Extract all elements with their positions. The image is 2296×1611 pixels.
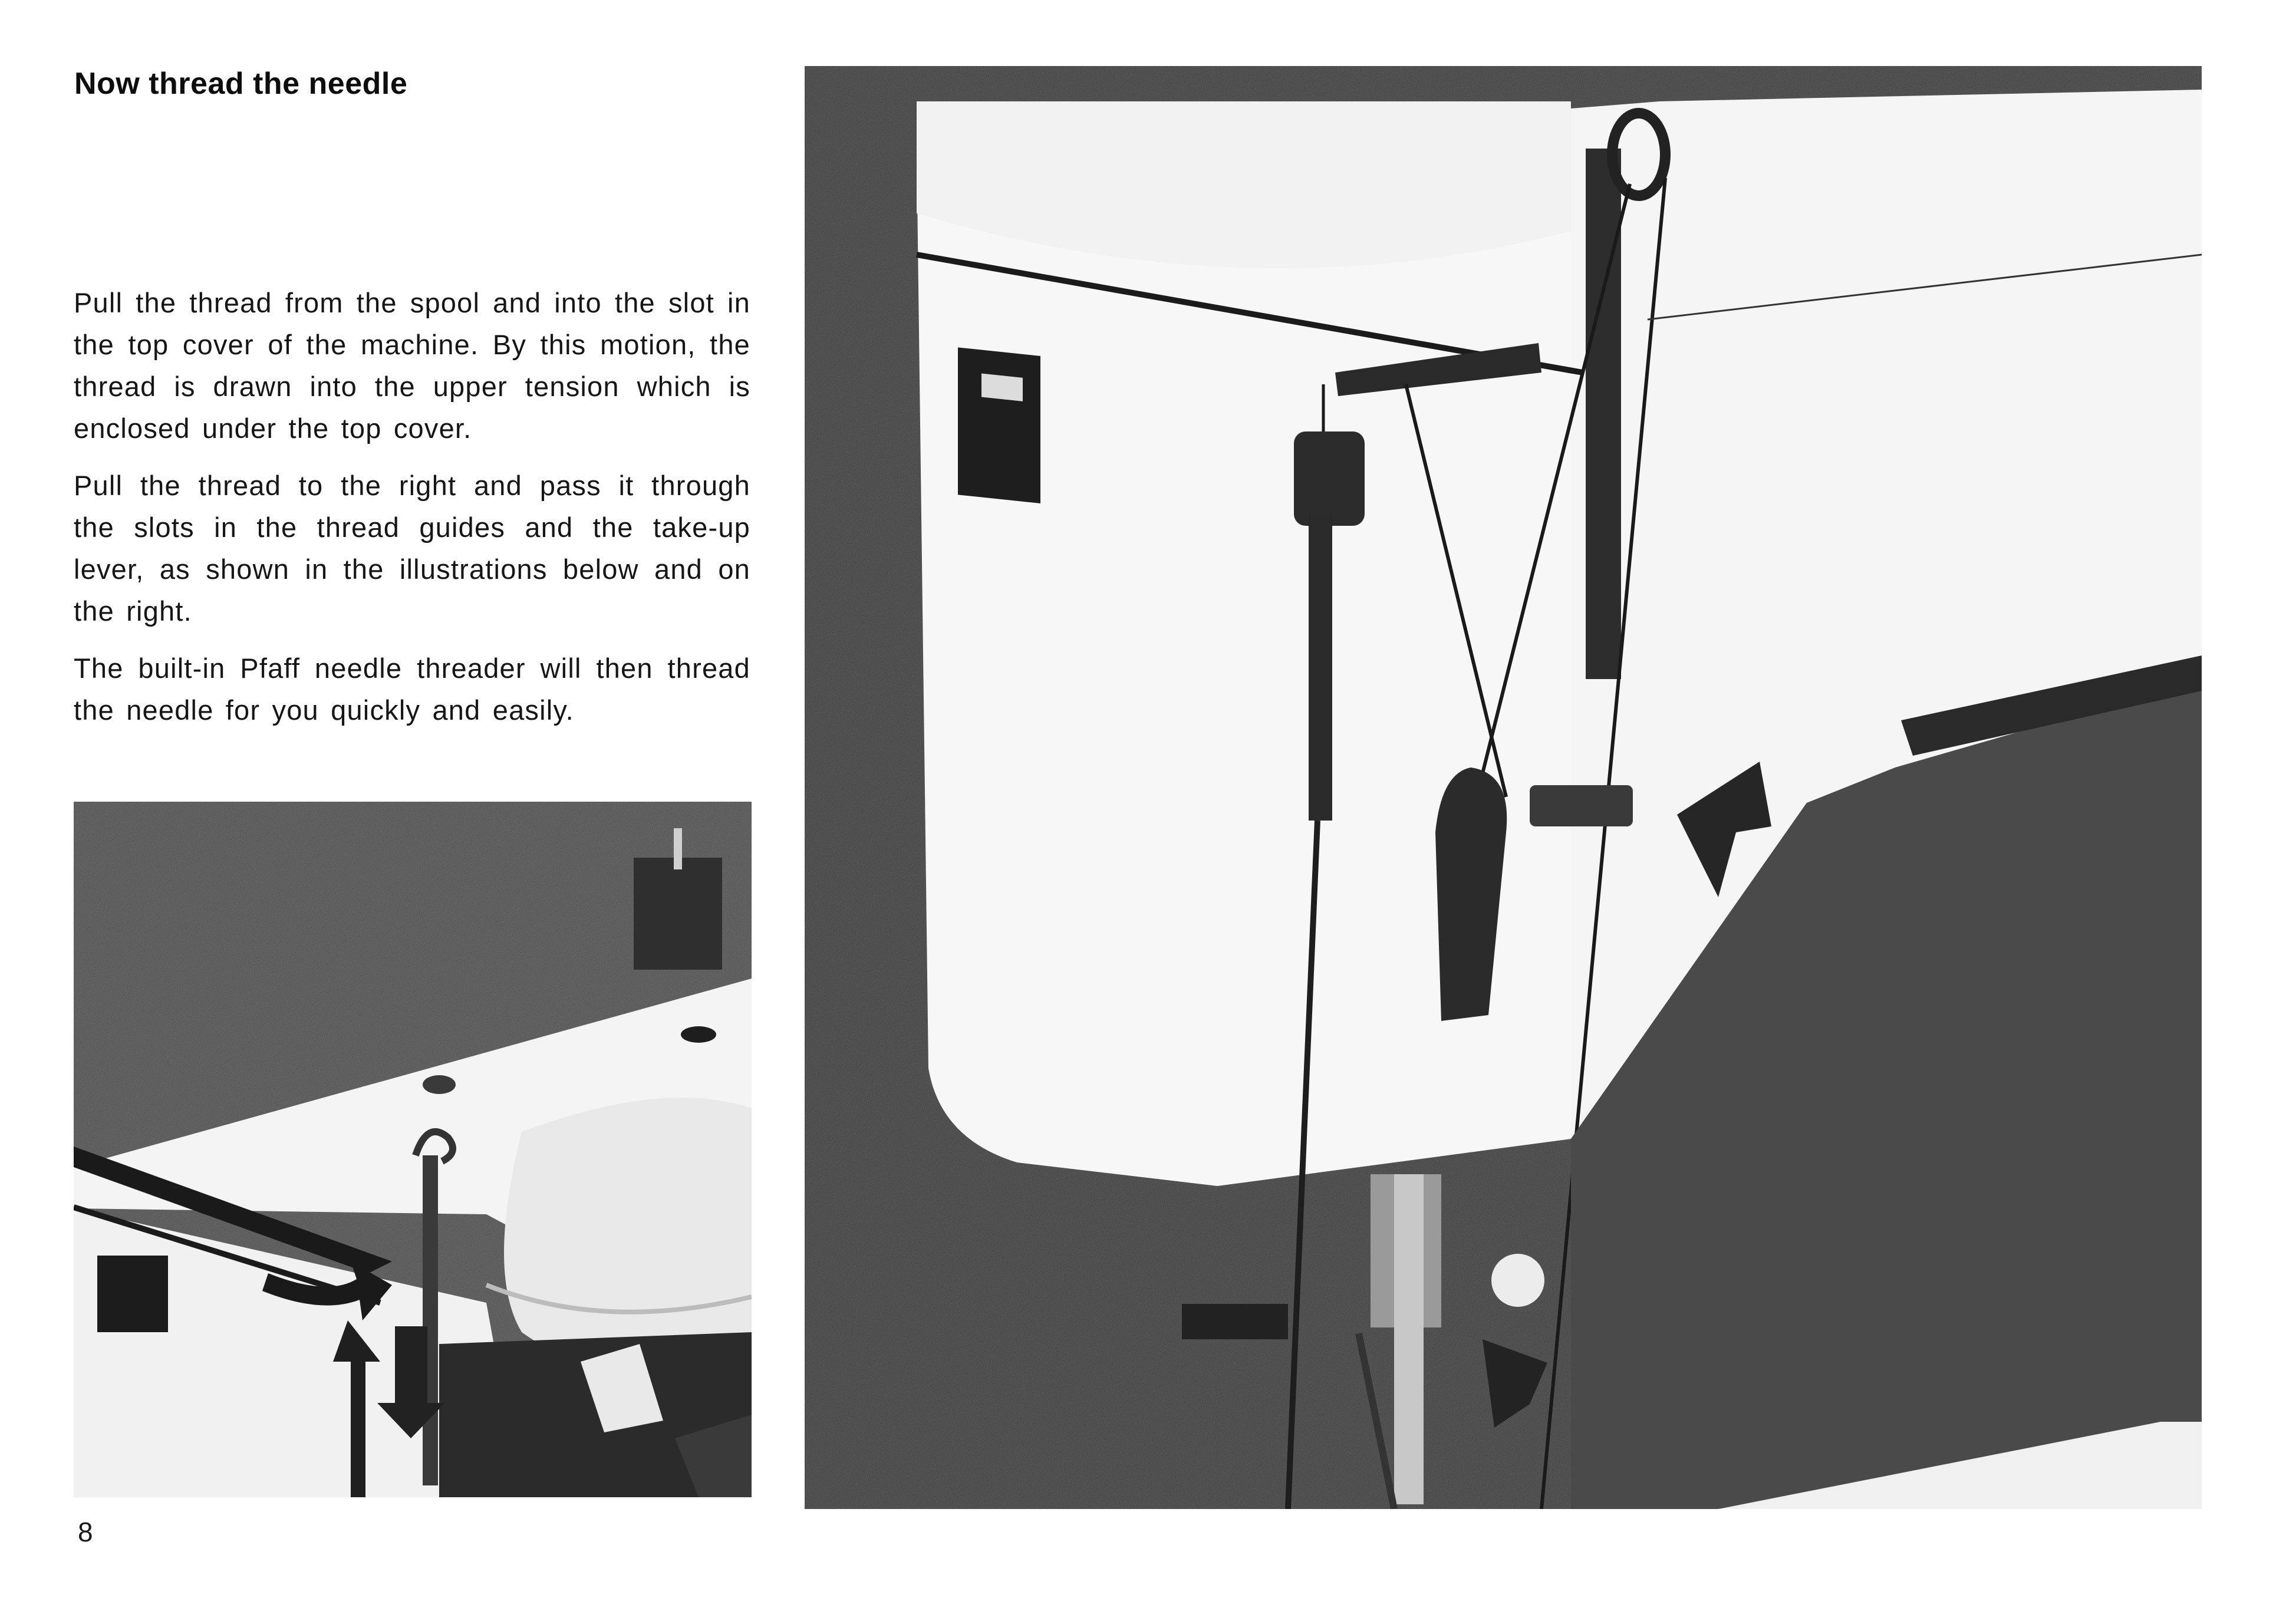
page-number: 8 bbox=[78, 1517, 93, 1547]
paragraph-spool: Pull the thread from the spool and into the slot in the top cover of the machine. By this motion, the thread is drawn into the upper tension which is enclosed under the top cover. bbox=[74, 287, 750, 444]
paragraph-thread-guides: Pull the thread to the right and pass it through the slots in the thread guides and the take-up lever, as shown in the illustrations below and on the right. bbox=[74, 470, 750, 627]
page-title: Now thread the needle bbox=[74, 67, 408, 101]
paragraph-needle-threader: The built-in Pfaff needle threader will then thread the needle for you quickly and easily. bbox=[74, 653, 750, 726]
body-text bbox=[74, 282, 750, 746]
right-photo-thread-guides-take-up-lever bbox=[805, 66, 2202, 1509]
left-photo-threading-top-cover bbox=[74, 802, 752, 1497]
dial-window bbox=[97, 1256, 168, 1332]
